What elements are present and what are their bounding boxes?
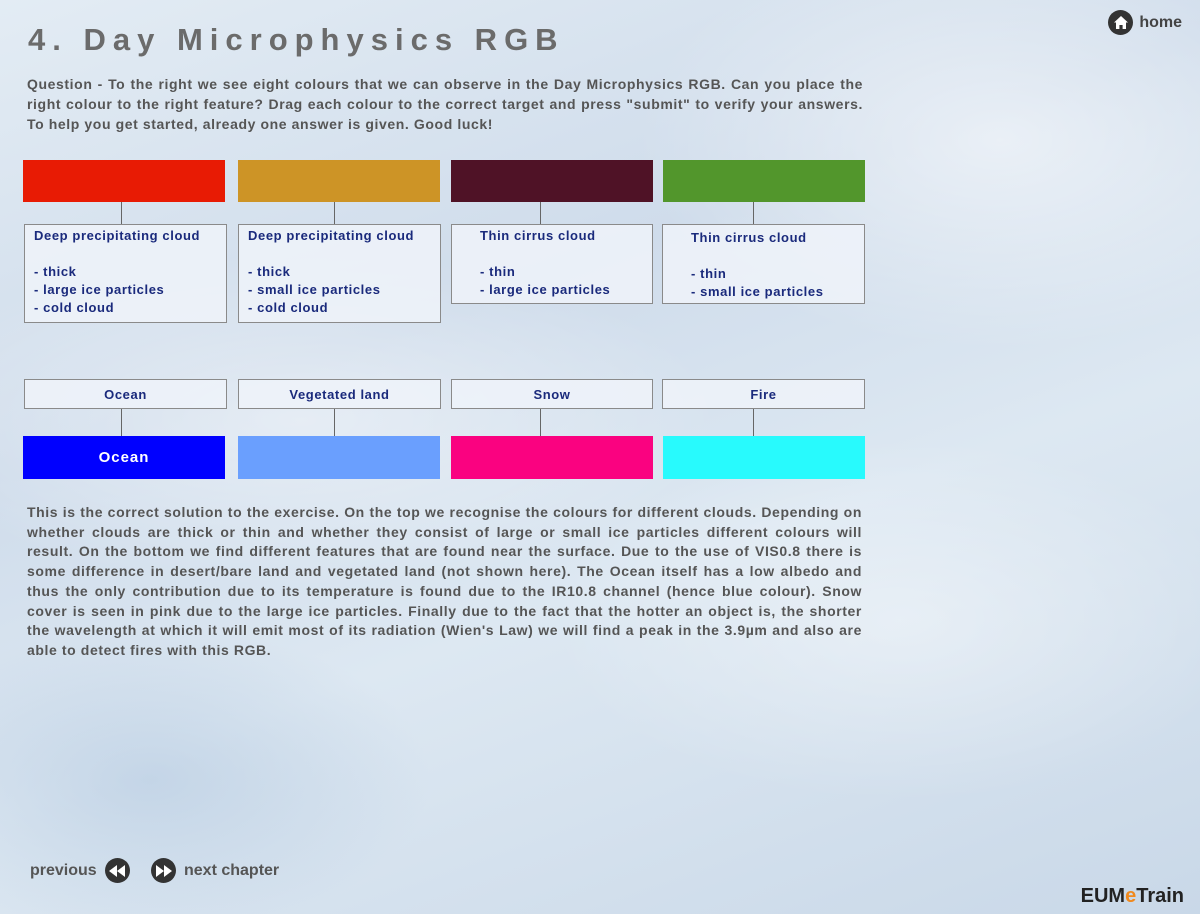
cloud-property: - cold cloud (248, 300, 329, 315)
cloud-property: - thin (691, 266, 727, 281)
logo-part: e (1125, 885, 1137, 907)
cloud-target-3[interactable] (451, 224, 653, 304)
rewind-icon (105, 858, 130, 883)
previous-label: previous (30, 861, 97, 879)
feature-label: Ocean (104, 386, 147, 402)
cloud-heading: Thin cirrus cloud (691, 230, 807, 245)
connector (540, 202, 541, 224)
feature-target-fire[interactable] (662, 379, 865, 409)
feature-label: Fire (750, 386, 777, 402)
logo-part: EUM (1080, 885, 1126, 907)
cloud-heading: Thin cirrus cloud (480, 228, 596, 243)
swatch-label: Ocean (98, 449, 150, 466)
next-chapter-label: next chapter (184, 861, 280, 879)
logo-part: Train (1136, 885, 1184, 907)
home-icon (1108, 10, 1133, 35)
feature-label: Vegetated land (289, 386, 390, 402)
cloud-target-1[interactable] (24, 224, 227, 323)
feature-label: Snow (533, 386, 571, 402)
cloud-property: - thick (248, 264, 291, 279)
feature-target-snow[interactable] (451, 379, 653, 409)
cloud-swatch-2[interactable] (238, 160, 440, 202)
feature-target-ocean[interactable] (24, 379, 227, 409)
cloud-swatch-3[interactable] (451, 160, 653, 202)
eumetrain-logo (1081, 885, 1184, 908)
feature-target-vegetated-land[interactable] (238, 379, 441, 409)
cloud-property: - thick (34, 264, 77, 279)
connector (334, 409, 335, 436)
surface-swatch-2[interactable] (238, 436, 440, 479)
cloud-property: - small ice particles (248, 282, 381, 297)
cloud-swatch-1[interactable] (23, 160, 225, 202)
cloud-swatch-4[interactable] (663, 160, 865, 202)
previous-button[interactable] (30, 858, 130, 883)
connector (334, 202, 335, 224)
cloud-property: - thin (480, 264, 516, 279)
cloud-property: - large ice particles (34, 282, 165, 297)
cloud-heading: Deep precipitating cloud (248, 228, 415, 243)
explanation-text: This is the correct solution to the exercise. On the top we recognise the colours for different clouds. Depending on whether clouds are thick or thin and whether they consist of large or small ice particles different colours will result. On the bottom we find different features that are found near the surface. Due to the use of VIS0.8 there is some difference in desert/bare land and vegetated land (not shown here). The Ocean itself has a low albedo and thus the only contribution due to its temperature is found due to the IR10.8 channel (hence blue colour). Snow cover is seen in pink due to the large ice particles. Finally due to the fact that the hotter an object is, the shorter the wavelength at which it will emit most of its radiation (Wien's Law) we will find a peak in the 3.9µm and also are able to detect fires with this RGB. (27, 504, 862, 658)
surface-swatch-ocean[interactable] (23, 436, 225, 479)
next-chapter-button[interactable] (151, 858, 279, 883)
connector (121, 409, 122, 436)
home-label: home (1139, 13, 1182, 31)
surface-swatch-3[interactable] (451, 436, 653, 479)
connector (121, 202, 122, 224)
connector (753, 202, 754, 224)
cloud-heading: Deep precipitating cloud (34, 228, 201, 243)
connector (540, 409, 541, 436)
cloud-target-2[interactable] (238, 224, 441, 323)
cloud-property: - cold cloud (34, 300, 115, 315)
question-text: Question - To the right we see eight colours that we can observe in the Day Microphysics RGB. Can you place the right colour to the right feature? Drag each colour to the correct target and press "submit" to verify your answers. To help you get started, already one answer is given. Good luck! (27, 76, 863, 132)
cloud-target-4[interactable] (662, 224, 865, 304)
surface-swatch-4[interactable] (663, 436, 865, 479)
home-button[interactable] (1108, 10, 1182, 35)
cloud-property: - large ice particles (480, 282, 611, 297)
connector (753, 409, 754, 436)
cloud-property: - small ice particles (691, 284, 824, 299)
fast-forward-icon (151, 858, 176, 883)
page-title: 4. Day Microphysics RGB (28, 22, 565, 57)
